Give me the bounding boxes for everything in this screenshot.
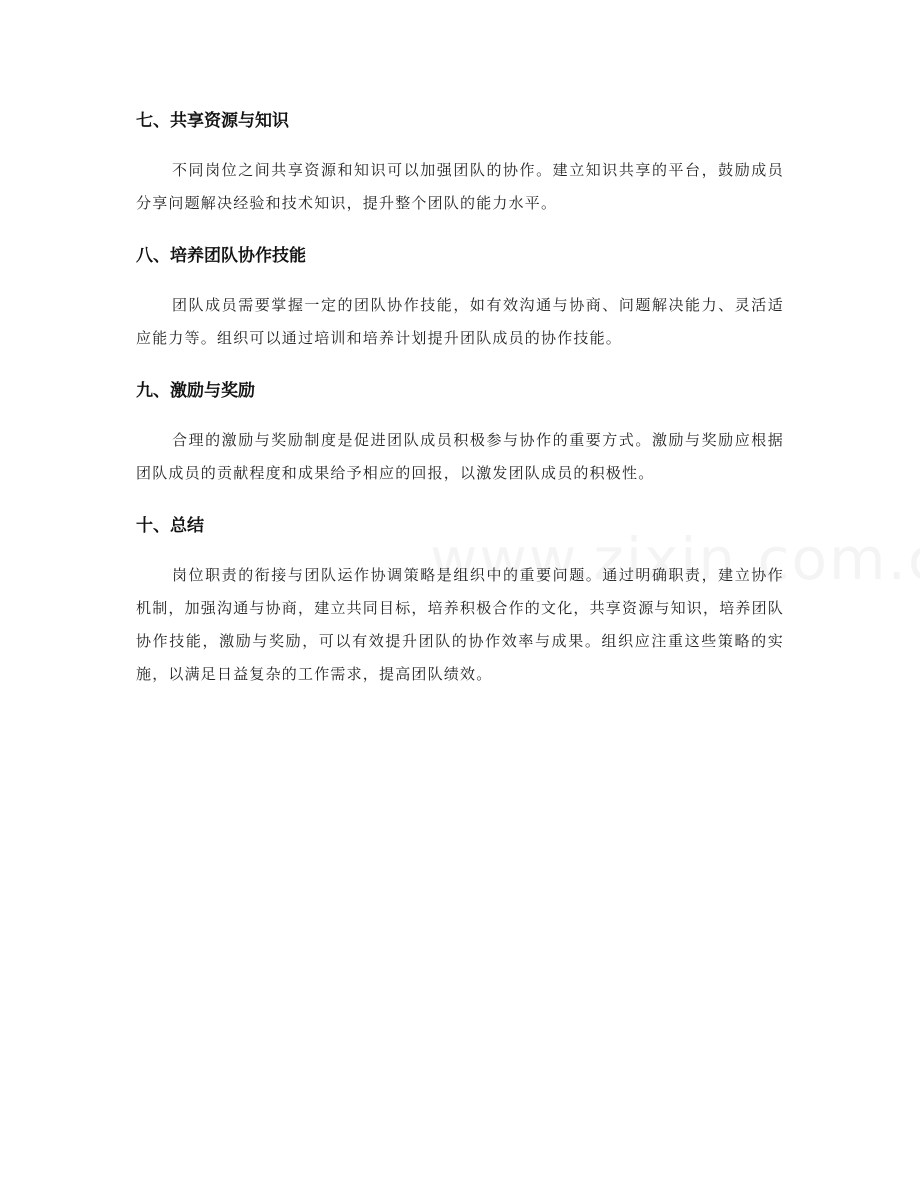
section-paragraph: 不同岗位之间共享资源和知识可以加强团队的协作。建立知识共享的平台，鼓励成员分享问题解决经验和技术知识，提升整个团队的能力水平。 (136, 161, 784, 212)
section-paragraph: 团队成员需要掌握一定的团队协作技能，如有效沟通与协商、问题解决能力、灵活适应能力等。组织可以通过培训和培养计划提升团队成员的协作技能。 (136, 296, 784, 347)
document-body (136, 106, 784, 712)
section-paragraph: 合理的激励与奖励制度是促进团队成员积极参与协作的重要方式。激励与奖励应根据团队成员的贡献程度和成果给予相应的回报，以激发团队成员的积极性。 (136, 431, 784, 482)
section-8 (136, 241, 784, 355)
section-heading: 十、总结 (136, 516, 204, 536)
section-heading: 七、共享资源与知识 (136, 111, 289, 131)
section-heading: 九、激励与奖励 (136, 381, 255, 401)
section-9 (136, 376, 784, 490)
section-7 (136, 106, 784, 220)
section-paragraph: 岗位职责的衔接与团队运作协调策略是组织中的重要问题。通过明确职责，建立协作机制，加强沟通与协商，建立共同目标，培养积极合作的文化，共享资源与知识，培养团队协作技能，激励与奖励，可以有效提升团队的协作效率与成果。组织应注重这些策略的实施，以满足日益复杂的工作需求，提高团队绩效。 (136, 566, 785, 683)
section-10 (136, 511, 784, 691)
section-heading: 八、培养团队协作技能 (136, 246, 306, 266)
